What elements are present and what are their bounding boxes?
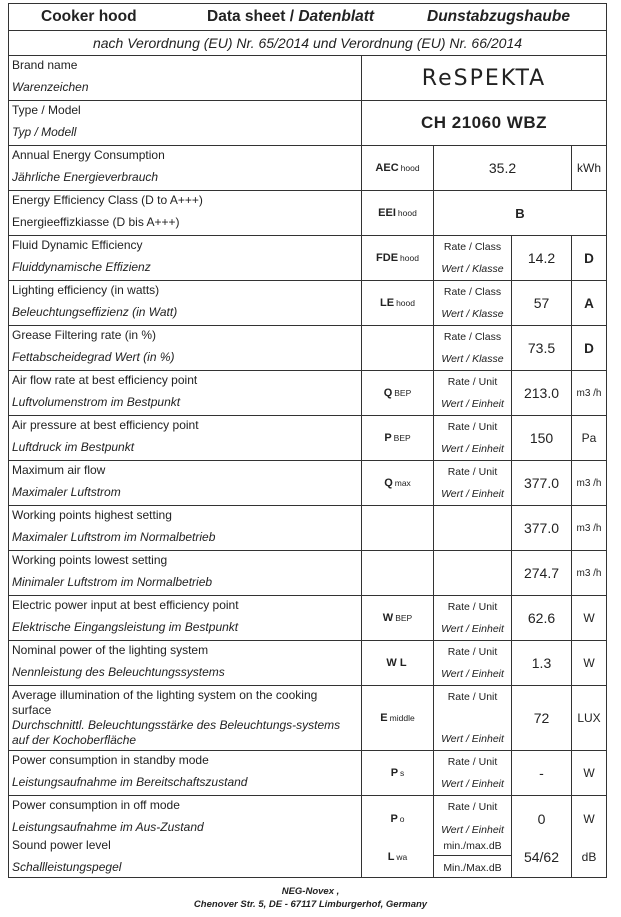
aec-value: 35.2 xyxy=(433,146,571,190)
spec-unit: Pa xyxy=(571,416,606,460)
spec-value: 274.7 xyxy=(511,551,571,595)
spec-unit: LUX xyxy=(571,686,606,750)
spec-label: Working points lowest setting Minimaler Luftstrom im Normalbetrieb xyxy=(12,553,213,589)
spec-rate-label: Rate / Class Wert / Klasse xyxy=(433,281,511,325)
spec-label: Nominal power of the lighting system Nennleistung des Beleuchtungssystems xyxy=(12,643,225,679)
spec-row xyxy=(9,281,606,326)
spec-value: 1.3 xyxy=(511,641,571,685)
spec-row xyxy=(9,596,606,641)
spec-value: 57 xyxy=(511,281,571,325)
spec-symbol: P s xyxy=(361,751,433,795)
eei-label: Energy Efficiency Class (D to A+++) Energieeffizkiasse (D bis A+++) xyxy=(12,193,203,229)
spec-symbol: W L xyxy=(361,641,433,685)
spec-unit: A xyxy=(571,281,606,325)
spec-symbol: Q BEP xyxy=(361,371,433,415)
spec-row xyxy=(9,416,606,461)
title-data-sheet: Data sheet / Datenblatt xyxy=(207,8,375,25)
spec-symbol: P BEP xyxy=(361,416,433,460)
spec-rate-label xyxy=(433,551,511,595)
spec-label: Air flow rate at best efficiency point Luftvolumenstrom im Bestpunkt xyxy=(12,373,198,409)
aec-unit: kWh xyxy=(571,146,606,190)
spec-unit: W xyxy=(571,751,606,795)
sound-rate: min./max.dB Min./Max.dB xyxy=(433,836,511,877)
eei-value: B xyxy=(433,191,606,235)
spec-symbol: FDE hood xyxy=(361,236,433,280)
spec-symbol xyxy=(361,506,433,550)
spec-value: 213.0 xyxy=(511,371,571,415)
spec-row xyxy=(9,751,606,796)
spec-value: 73.5 xyxy=(511,326,571,370)
spec-rate-label: Rate / Unit Wert / Einheit xyxy=(433,641,511,685)
spec-label: Working points highest setting Maximaler Luftstrom im Normalbetrieb xyxy=(12,508,216,544)
title-cooker-hood: Cooker hood xyxy=(41,8,137,25)
footer-company: NEG-Novex , xyxy=(281,886,340,897)
spec-rate-label: Rate / Unit Wert / Einheit xyxy=(433,461,511,505)
spec-symbol xyxy=(361,551,433,595)
spec-row xyxy=(9,506,606,551)
spec-value: 62.6 xyxy=(511,596,571,640)
spec-unit: D xyxy=(571,236,606,280)
data-sheet xyxy=(8,3,607,878)
spec-row xyxy=(9,236,606,281)
model-label: Type / Model Typ / Modell xyxy=(12,103,81,139)
spec-row xyxy=(9,551,606,596)
sound-unit: dB xyxy=(571,836,606,877)
spec-symbol: E middle xyxy=(361,686,433,750)
spec-unit: W xyxy=(571,596,606,640)
spec-unit: m3 /h xyxy=(571,506,606,550)
row-eei xyxy=(9,191,606,236)
spec-label: Air pressure at best efficiency point Luftdruck im Bestpunkt xyxy=(12,418,199,454)
spec-row xyxy=(9,641,606,686)
spec-row xyxy=(9,461,606,506)
spec-rate-label: Rate / Unit Wert / Einheit xyxy=(433,416,511,460)
sound-value: 54/62 xyxy=(511,836,571,877)
spec-label: Lighting efficiency (in watts) Beleuchtungseffizienz (in Watt) xyxy=(12,283,178,319)
spec-row xyxy=(9,686,606,751)
spec-label: Average illumination of the lighting system on the cooking surface Durchschnittl. Beleuchtungsstärke des Beleuchtungs-systems auf der Kochoberfläche xyxy=(12,688,341,747)
spec-rate-label: Rate / Class Wert / Klasse xyxy=(433,326,511,370)
footer-address: Chenover Str. 5, DE - 67117 Limburgerhof, Germany xyxy=(193,899,428,910)
spec-rate-label: Rate / Class Wert / Klasse xyxy=(433,236,511,280)
spec-row xyxy=(9,796,606,841)
eei-symbol: EEI hood xyxy=(361,191,433,235)
spec-symbol: LE hood xyxy=(361,281,433,325)
spec-value: 14.2 xyxy=(511,236,571,280)
spec-value: 150 xyxy=(511,416,571,460)
spec-label: Maximum air flow Maximaler Luftstrom xyxy=(12,463,121,499)
spec-value: 72 xyxy=(511,686,571,750)
spec-rate-label: Rate / Unit Wert / Einheit xyxy=(433,796,511,841)
spec-value: 377.0 xyxy=(511,461,571,505)
brand-label: Brand name Warenzeichen xyxy=(12,58,89,94)
spec-label: Electric power input at best efficiency point Elektrische Eingangsleistung im Bestpunkt xyxy=(12,598,239,634)
spec-symbol: W BEP xyxy=(361,596,433,640)
sheet-header xyxy=(9,4,606,31)
title-dunstabzugshaube: Dunstabzugshaube xyxy=(427,8,570,25)
aec-symbol: AEC hood xyxy=(361,146,433,190)
spec-rate-label: Rate / Unit Wert / Einheit xyxy=(433,596,511,640)
spec-value: 377.0 xyxy=(511,506,571,550)
spec-unit: D xyxy=(571,326,606,370)
spec-row xyxy=(9,326,606,371)
row-aec xyxy=(9,146,606,191)
spec-label: Grease Filtering rate (in %) Fettabscheidegrad Wert (in %) xyxy=(12,328,175,364)
spec-unit: m3 /h xyxy=(571,551,606,595)
spec-unit: m3 /h xyxy=(571,461,606,505)
sound-label: Sound power level Schallleistungspegel xyxy=(12,838,122,874)
spec-row xyxy=(9,371,606,416)
spec-rate-label: Rate / Unit Wert / Einheit xyxy=(433,686,511,750)
spec-rate-label: Rate / Unit Wert / Einheit xyxy=(433,751,511,795)
spec-rate-label: Rate / Unit Wert / Einheit xyxy=(433,371,511,415)
spec-unit: m3 /h xyxy=(571,371,606,415)
spec-symbol xyxy=(361,326,433,370)
aec-label: Annual Energy Consumption Jährliche Energieverbrauch xyxy=(12,148,165,184)
footer xyxy=(0,885,621,911)
row-brand xyxy=(9,56,606,101)
brand-logo: ReSPEKTA xyxy=(361,56,606,100)
spec-label: Power consumption in off mode Leistungsaufnahme im Aus-Zustand xyxy=(12,798,204,834)
spec-unit: W xyxy=(571,641,606,685)
spec-rate-label xyxy=(433,506,511,550)
spec-symbol: Q max xyxy=(361,461,433,505)
sound-symbol: L wa xyxy=(361,836,433,877)
spec-label: Power consumption in standby mode Leistungsaufnahme im Bereitschaftszustand xyxy=(12,753,248,789)
spec-value: 0 xyxy=(511,796,571,841)
spec-symbol: P o xyxy=(361,796,433,841)
regulation-line: nach Verordnung (EU) Nr. 65/2014 und Verordnung (EU) Nr. 66/2014 xyxy=(9,31,606,56)
row-model xyxy=(9,101,606,146)
spec-label: Fluid Dynamic Efficiency Fluiddynamische Effizienz xyxy=(12,238,151,274)
spec-value: - xyxy=(511,751,571,795)
row-sound xyxy=(9,836,606,877)
spec-unit: W xyxy=(571,796,606,841)
model-value: CH 21060 WBZ xyxy=(361,101,606,145)
